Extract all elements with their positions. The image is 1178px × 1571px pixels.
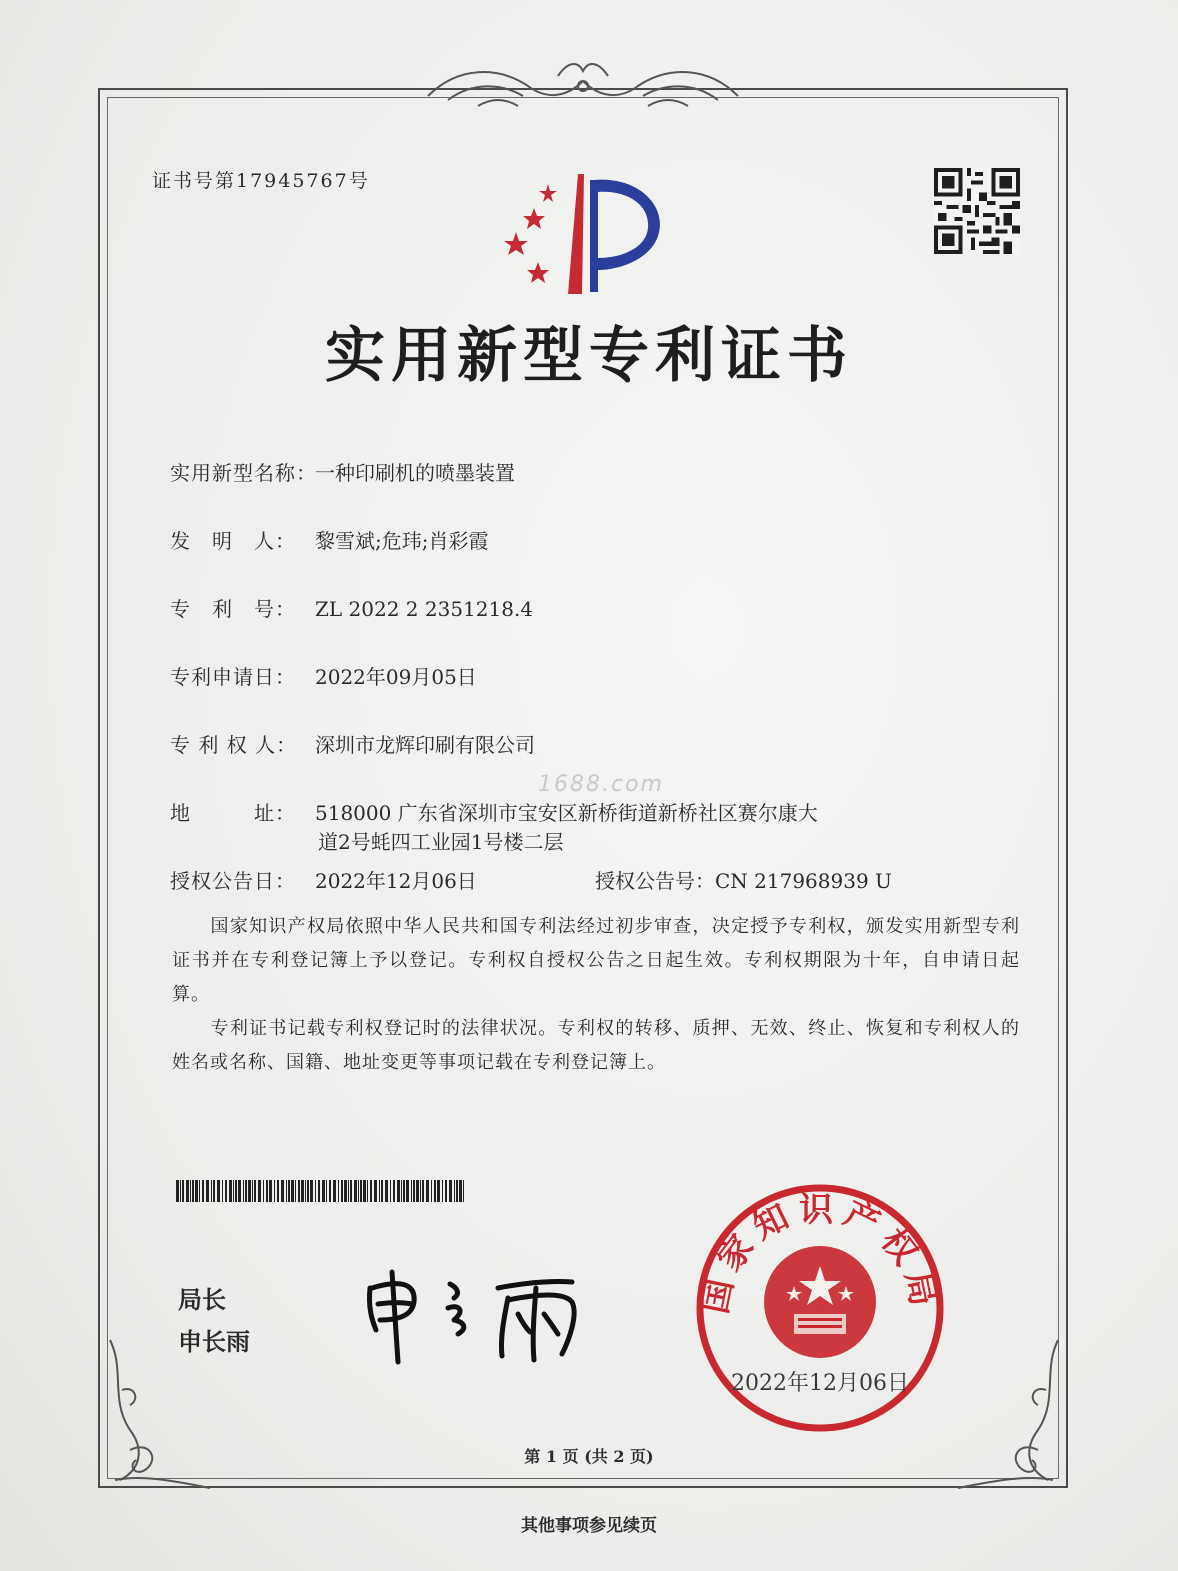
- address-row: [170, 797, 818, 826]
- footer-note: 其他事项参见续页: [521, 1516, 657, 1536]
- body-paragraph: 国家知识产权局依照中华人民共和国专利法经过初步审查，决定授予专利权，颁发实用新型专利证书并在专利登记簿上予以登记。专利权自授权公告之日起生效。专利权期限为十年，自申请日起算。: [172, 916, 1020, 1005]
- grant-number-row: [595, 865, 892, 894]
- seal-text: 国家知识产权局: [695, 1189, 945, 1318]
- seal-date: 2022年12月06日: [731, 1371, 909, 1396]
- barcode-icon: [176, 1180, 466, 1202]
- grant-number-value: CN 217968939 U: [715, 869, 892, 893]
- patentee-value: 深圳市龙辉印刷有限公司: [315, 733, 535, 757]
- patent-number-value: ZL 2022 2 2351218.4: [315, 597, 534, 621]
- address-label: 地 址：: [170, 801, 296, 825]
- address-line2: 道2号蚝四工业园1号楼二层: [318, 830, 564, 854]
- director-name: 申长雨: [178, 1328, 250, 1356]
- utility-name-row: [170, 457, 515, 486]
- inventor-label: 发 明 人：: [170, 529, 296, 553]
- top-ornament-icon: [418, 56, 748, 116]
- patent-number-row: [170, 593, 533, 622]
- application-date-value: 2022年09月05日: [315, 665, 477, 689]
- body-paragraph: 专利证书记载专利权登记时的法律状况。专利权的转移、质押、无效、终止、恢复和专利权人的姓名或名称、国籍、地址变更等事项记载在专利登记簿上。: [172, 1018, 1020, 1073]
- certificate-title: 实用新型专利证书: [325, 321, 853, 391]
- director-title: 局长: [178, 1286, 226, 1314]
- grant-number-label: 授权公告号：: [595, 869, 715, 893]
- grant-date-label: 授权公告日：: [170, 869, 296, 893]
- application-date-row: [170, 661, 477, 690]
- patentee-row: [170, 729, 535, 758]
- inventor-value: 黎雪斌;危玮;肖彩霞: [315, 529, 489, 553]
- watermark: 1688.com: [538, 772, 664, 797]
- patentee-label: 专 利 权 人：: [170, 733, 298, 757]
- grant-date-value: 2022年12月06日: [315, 869, 477, 893]
- utility-name-label: 实用新型名称：: [170, 461, 317, 485]
- patent-number-label: 专 利 号：: [170, 597, 296, 621]
- signature-icon: [358, 1258, 598, 1368]
- cnipa-logo-icon: [498, 166, 668, 298]
- qr-code-icon: [934, 168, 1020, 254]
- grant-date-row: [170, 865, 477, 894]
- inventor-row: [170, 525, 488, 554]
- address-line1: 518000 广东省深圳市宝安区新桥街道新桥社区赛尔康大: [315, 801, 818, 825]
- application-date-label: 专利申请日：: [170, 665, 296, 689]
- utility-name-value: 一种印刷机的喷墨装置: [315, 461, 515, 485]
- certificate-number: 证书号第17945767号: [152, 170, 370, 192]
- page-indicator: 第 1 页 (共 2 页): [524, 1447, 654, 1466]
